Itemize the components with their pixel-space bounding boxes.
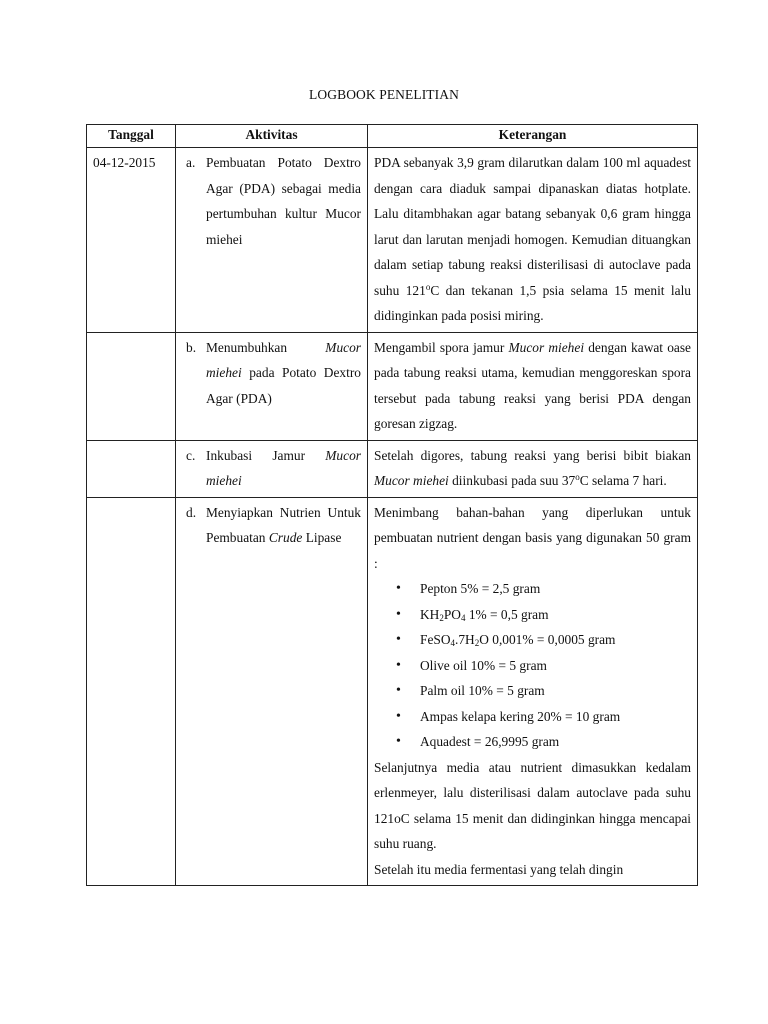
note-text: Setelah digores, tabung reaksi yang berisi bibit biakan <box>374 447 691 463</box>
activity-cell <box>176 440 368 497</box>
ingredient-list <box>374 576 691 755</box>
table-header-row <box>87 125 698 148</box>
list-item <box>392 602 691 628</box>
species-name: Mucor miehei <box>374 473 449 488</box>
note-intro: Menimbang bahan-bahan yang diperlukan untuk pembuatan nutrient dengan basis yang digunakan 50 gram : <box>374 504 691 571</box>
degree-superscript: o <box>425 281 431 292</box>
note-text: C selama 7 hari. <box>579 473 667 488</box>
page-title: LOGBOOK PENELITIAN <box>309 87 459 102</box>
note-text: diinkubasi pada suu 37 <box>452 473 576 488</box>
activity-text-part: Lipase <box>305 530 342 545</box>
formula-part: PO <box>443 606 461 622</box>
note-cell <box>368 148 698 333</box>
degree-superscript: o <box>575 472 580 482</box>
activity-label: d. <box>186 504 197 520</box>
date-cell <box>87 440 176 497</box>
note-text: Mengambil spora jamur <box>374 339 505 355</box>
note-text: C dan tekanan 1,5 psia selama 15 menit lalu didinginkan pada posisi miring. <box>374 282 692 323</box>
note-cell <box>368 440 698 497</box>
note-cell <box>368 497 698 886</box>
species-name: Mucor miehei <box>508 339 585 355</box>
header-tanggal: Tanggal <box>87 125 176 148</box>
subscript: 2 <box>474 638 480 648</box>
note-cell <box>368 332 698 440</box>
activity-cell <box>176 497 368 886</box>
activity-cell <box>176 148 368 333</box>
date-cell <box>87 332 176 440</box>
activity-text-part: Menyiapkan Nutrien Untuk Pembuatan <box>206 504 361 545</box>
activity-text: Pembuatan Potato Dextro Agar (PDA) sebagai media pertumbuhan kultur Mucor miehei <box>206 155 361 247</box>
formula-part: KH <box>420 606 440 622</box>
list-item: • Ampas kelapa kering 20% = 10 gram <box>392 704 691 730</box>
list-item <box>392 627 691 653</box>
header-aktivitas: Aktivitas <box>176 125 368 148</box>
activity-label: b. <box>186 339 197 355</box>
activity-text <box>206 335 361 412</box>
table-row <box>87 497 698 886</box>
subscript: 4 <box>460 612 466 623</box>
note-paragraph: Setelah itu media fermentasi yang telah dingin <box>374 861 624 877</box>
note-text: PDA sebanyak 3,9 gram dilarutkan dalam 100 ml aquadest dengan cara diaduk sampai dipanaskan diatas hotplate. Lalu ditambhakan agar batang sebanyak 0,6 gram hingga larut dan larutan menjadi homogen. Kemudian dituangkan dalam setiap tabung reaksi disterilisasi di autoclave pada suhu 121 <box>374 155 691 298</box>
subscript: 4 <box>450 638 456 648</box>
list-item: • Aquadest = 26,9995 gram <box>392 729 691 755</box>
species-name: Mucor miehei <box>206 447 361 488</box>
note-paragraph: Selanjutnya media atau nutrient dimasukkan kedalam erlenmeyer, lalu disterilisasi dalam autoclave pada suhu 121oC selama 15 menit dan didinginkan hingga mencapai suhu ruang. <box>374 759 691 851</box>
activity-text-part: Menumbuhkan <box>206 339 288 355</box>
list-item: • Pepton 5% = 2,5 gram <box>392 576 691 602</box>
formula-part: O 0,001% = 0,0005 gram <box>479 632 616 647</box>
header-keterangan: Keterangan <box>368 125 698 148</box>
species-name: Mucor miehei <box>206 339 361 380</box>
date-cell: 04-12-2015 <box>87 148 176 333</box>
activity-cell <box>176 332 368 440</box>
note-text: dengan kawat oase pada tabung reaksi utama, kemudian menggoreskan spora tersebut pada tabung reaksi yang berisi PDA dengan goresan zigzag. <box>374 339 691 431</box>
table-row <box>87 332 698 440</box>
formula-part: .7H <box>455 632 475 647</box>
activity-label: c. <box>186 447 196 463</box>
activity-text <box>206 500 361 551</box>
list-item: • Palm oil 10% = 5 gram <box>392 678 691 704</box>
formula-part: FeSO <box>420 632 451 647</box>
activity-text <box>206 443 361 494</box>
italic-term: Crude <box>268 530 303 545</box>
activity-text-part: pada Potato Dextro Agar (PDA) <box>206 365 361 406</box>
subscript: 2 <box>439 612 444 623</box>
activity-text-part: Inkubasi Jamur <box>206 447 306 463</box>
logbook-table <box>86 124 698 886</box>
activity-label: a. <box>186 155 196 170</box>
list-item: • Olive oil 10% = 5 gram <box>392 653 691 679</box>
date-cell <box>87 497 176 886</box>
table-row <box>87 148 698 333</box>
formula-part: 1% = 0,5 gram <box>465 606 549 622</box>
table-row <box>87 440 698 497</box>
